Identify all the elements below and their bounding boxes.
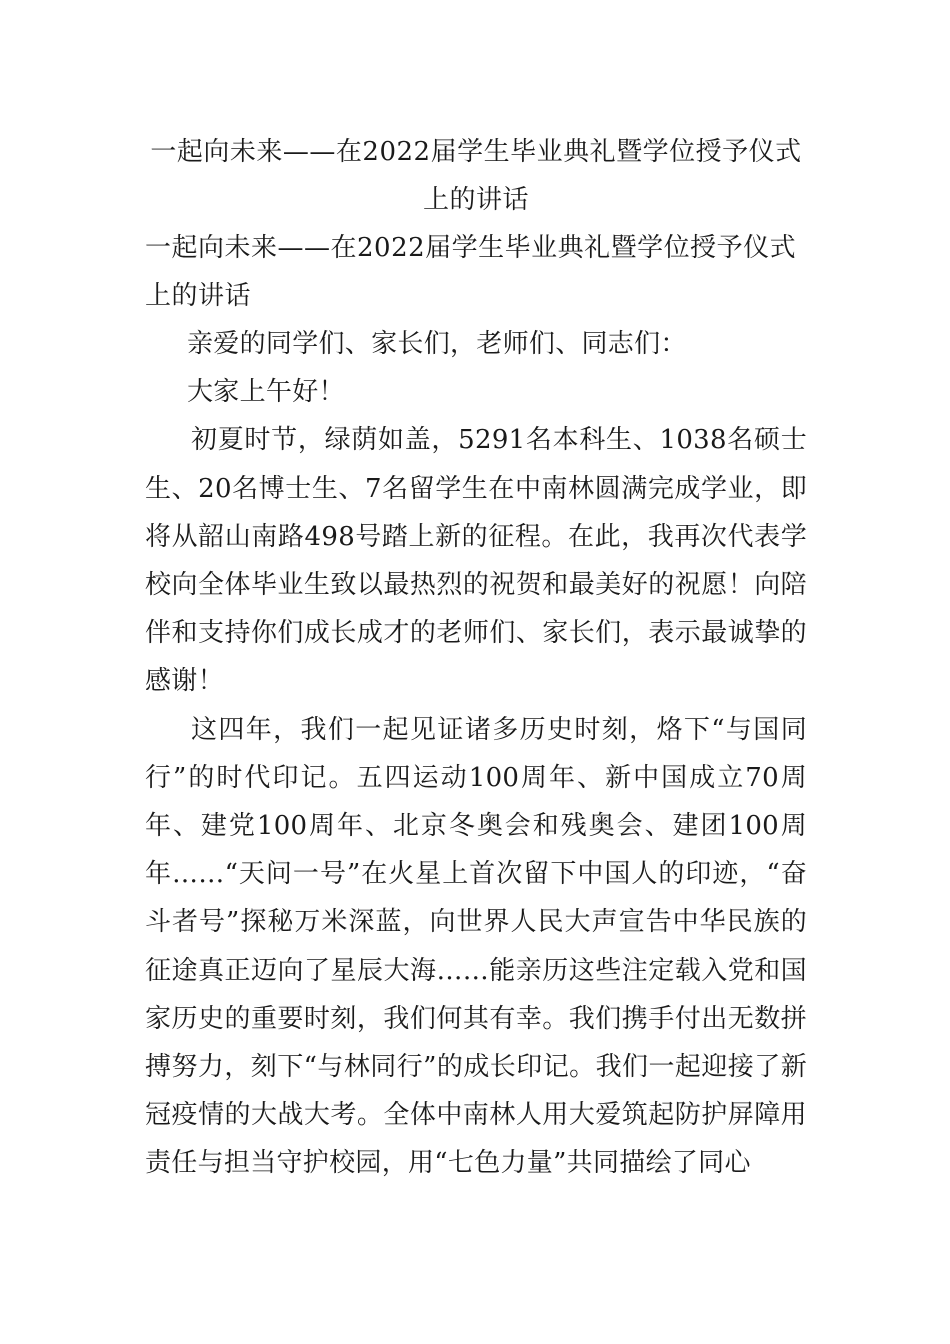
greeting: 大家上午好！ [187, 377, 345, 408]
body-paragraph: 初夏时节，绿荫如盖，5291名本科生、1038名硕士生、20名博士生、7名留学生在中南林圆满完成学业，即将从韶山南路498号踏上新的征程。在此，我再次代表学校向全体毕业生致以最热烈的祝贺和最美好的祝愿！向陪伴和支持你们成长成才的老师们、家长们，表示最诚挚的感谢！ [145, 425, 807, 697]
body-paragraph: 这四年，我们一起见证诸多历史时刻，烙下“与国同行”的时代印记。五四运动100周年、新中国成立70周年、建党100周年、北京冬奥会和残奥会、建团100周年……“天问一号”在火星上首次留下中国人的印迹，“奋斗者号”探秘万米深蓝，向世界人民大声宣告中华民族的征途真正迈向了星辰大海……能亲历这些注定载入党和国家历史的重要时刻，我们何其有幸。我们携手付出无数拼搏努力，刻下“与林同行”的成长印记。我们一起迎接了新冠疫情的大战大考。全体中南林人用大爱筑起防护屏障用责任与担当守护校园，用“七色力量”共同描绘了同心 [145, 714, 807, 1179]
salutation: 亲爱的同学们、家长们，老师们、同志们： [187, 329, 687, 359]
document-title: 一起向未来——在2022届学生毕业典礼暨学位授予仪式上的讲话 [150, 137, 802, 215]
document-subtitle: 一起向未来——在2022届学生毕业典礼暨学位授予仪式上的讲话 [145, 233, 797, 311]
document-page [145, 128, 807, 1188]
